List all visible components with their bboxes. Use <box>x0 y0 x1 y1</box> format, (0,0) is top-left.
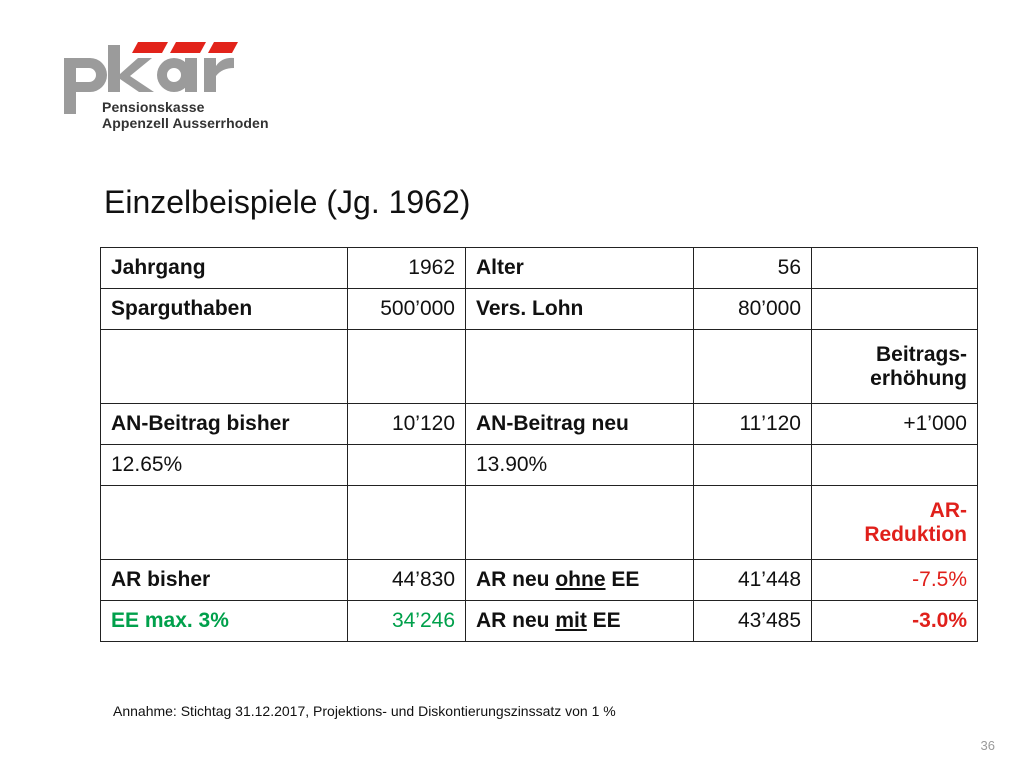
logo-dash-3 <box>208 42 238 53</box>
cell-label-ar-neu-mit-ee <box>466 601 694 642</box>
logo-line-1: Pensionskasse <box>102 99 205 115</box>
cell-label-ar-neu-ohne-ee <box>466 560 694 601</box>
table-row <box>101 560 978 601</box>
cell-label-sparguthaben: Sparguthaben <box>101 289 348 330</box>
cell-value-ar-bisher: 44’830 <box>348 560 466 601</box>
cell-label-ee-max: EE max. 3% <box>101 601 348 642</box>
logo-dash-2 <box>170 42 206 53</box>
label-part: AR neu <box>476 609 556 632</box>
label-part: EE <box>605 568 640 591</box>
header-line-1: AR- <box>929 498 967 522</box>
label-part: AR neu <box>476 568 556 591</box>
header-line-1: Beitrags- <box>875 342 967 366</box>
cell-empty <box>694 445 812 486</box>
cell-empty <box>348 445 466 486</box>
cell-label-an-beitrag-neu: AN-Beitrag neu <box>466 404 694 445</box>
cell-empty <box>348 486 466 560</box>
table-row <box>101 601 978 642</box>
cell-value-beitragserhoehung: +1’000 <box>812 404 978 445</box>
cell-empty <box>101 330 348 404</box>
logo-line-2: Appenzell Ausserrhoden <box>102 115 269 131</box>
page-number: 36 <box>980 738 995 753</box>
cell-empty <box>812 248 978 289</box>
cell-value-vers-lohn: 80’000 <box>694 289 812 330</box>
logo-dash-1 <box>132 42 168 53</box>
label-part: EE <box>586 609 621 632</box>
cell-value-ee-max: 34’246 <box>348 601 466 642</box>
cell-empty <box>466 330 694 404</box>
cell-empty <box>694 330 812 404</box>
cell-label-ar-bisher: AR bisher <box>101 560 348 601</box>
cell-header-beitragserhoehung <box>812 330 978 404</box>
table-row <box>101 289 978 330</box>
table-row <box>101 330 978 404</box>
cell-empty <box>812 289 978 330</box>
cell-value-reduktion-mit-ee: -3.0% <box>812 601 978 642</box>
slide-title: Einzelbeispiele (Jg. 1962) <box>104 184 471 220</box>
cell-value-an-beitrag-neu: 11’120 <box>694 404 812 445</box>
table-row <box>101 445 978 486</box>
cell-value-reduktion-ohne-ee: -7.5% <box>812 560 978 601</box>
cell-label-vers-lohn: Vers. Lohn <box>466 289 694 330</box>
cell-value-an-beitrag-bisher: 10’120 <box>348 404 466 445</box>
table-row <box>101 404 978 445</box>
cell-rate-neu: 13.90% <box>466 445 694 486</box>
label-underlined: mit <box>555 609 587 632</box>
cell-label-an-beitrag-bisher: AN-Beitrag bisher <box>101 404 348 445</box>
cell-empty <box>466 486 694 560</box>
cell-empty <box>694 486 812 560</box>
cell-header-ar-reduktion <box>812 486 978 560</box>
cell-empty <box>101 486 348 560</box>
cell-value-ar-neu-ohne-ee: 41’448 <box>694 560 812 601</box>
cell-label-alter: Alter <box>466 248 694 289</box>
table-row <box>101 248 978 289</box>
table-row <box>101 486 978 560</box>
cell-rate-bisher: 12.65% <box>101 445 348 486</box>
header-line-2: erhöhung <box>870 366 967 390</box>
cell-value-alter: 56 <box>694 248 812 289</box>
cell-value-jahrgang: 1962 <box>348 248 466 289</box>
label-underlined: ohne <box>555 568 606 591</box>
footnote: Annahme: Stichtag 31.12.2017, Projektions- und Diskontierungszinssatz von 1 % <box>113 703 616 719</box>
cell-label-jahrgang: Jahrgang <box>101 248 348 289</box>
cell-value-sparguthaben: 500’000 <box>348 289 466 330</box>
cell-empty <box>812 445 978 486</box>
cell-empty <box>348 330 466 404</box>
header-line-2: Reduktion <box>864 522 967 546</box>
data-table <box>100 247 978 642</box>
cell-value-ar-neu-mit-ee: 43’485 <box>694 601 812 642</box>
